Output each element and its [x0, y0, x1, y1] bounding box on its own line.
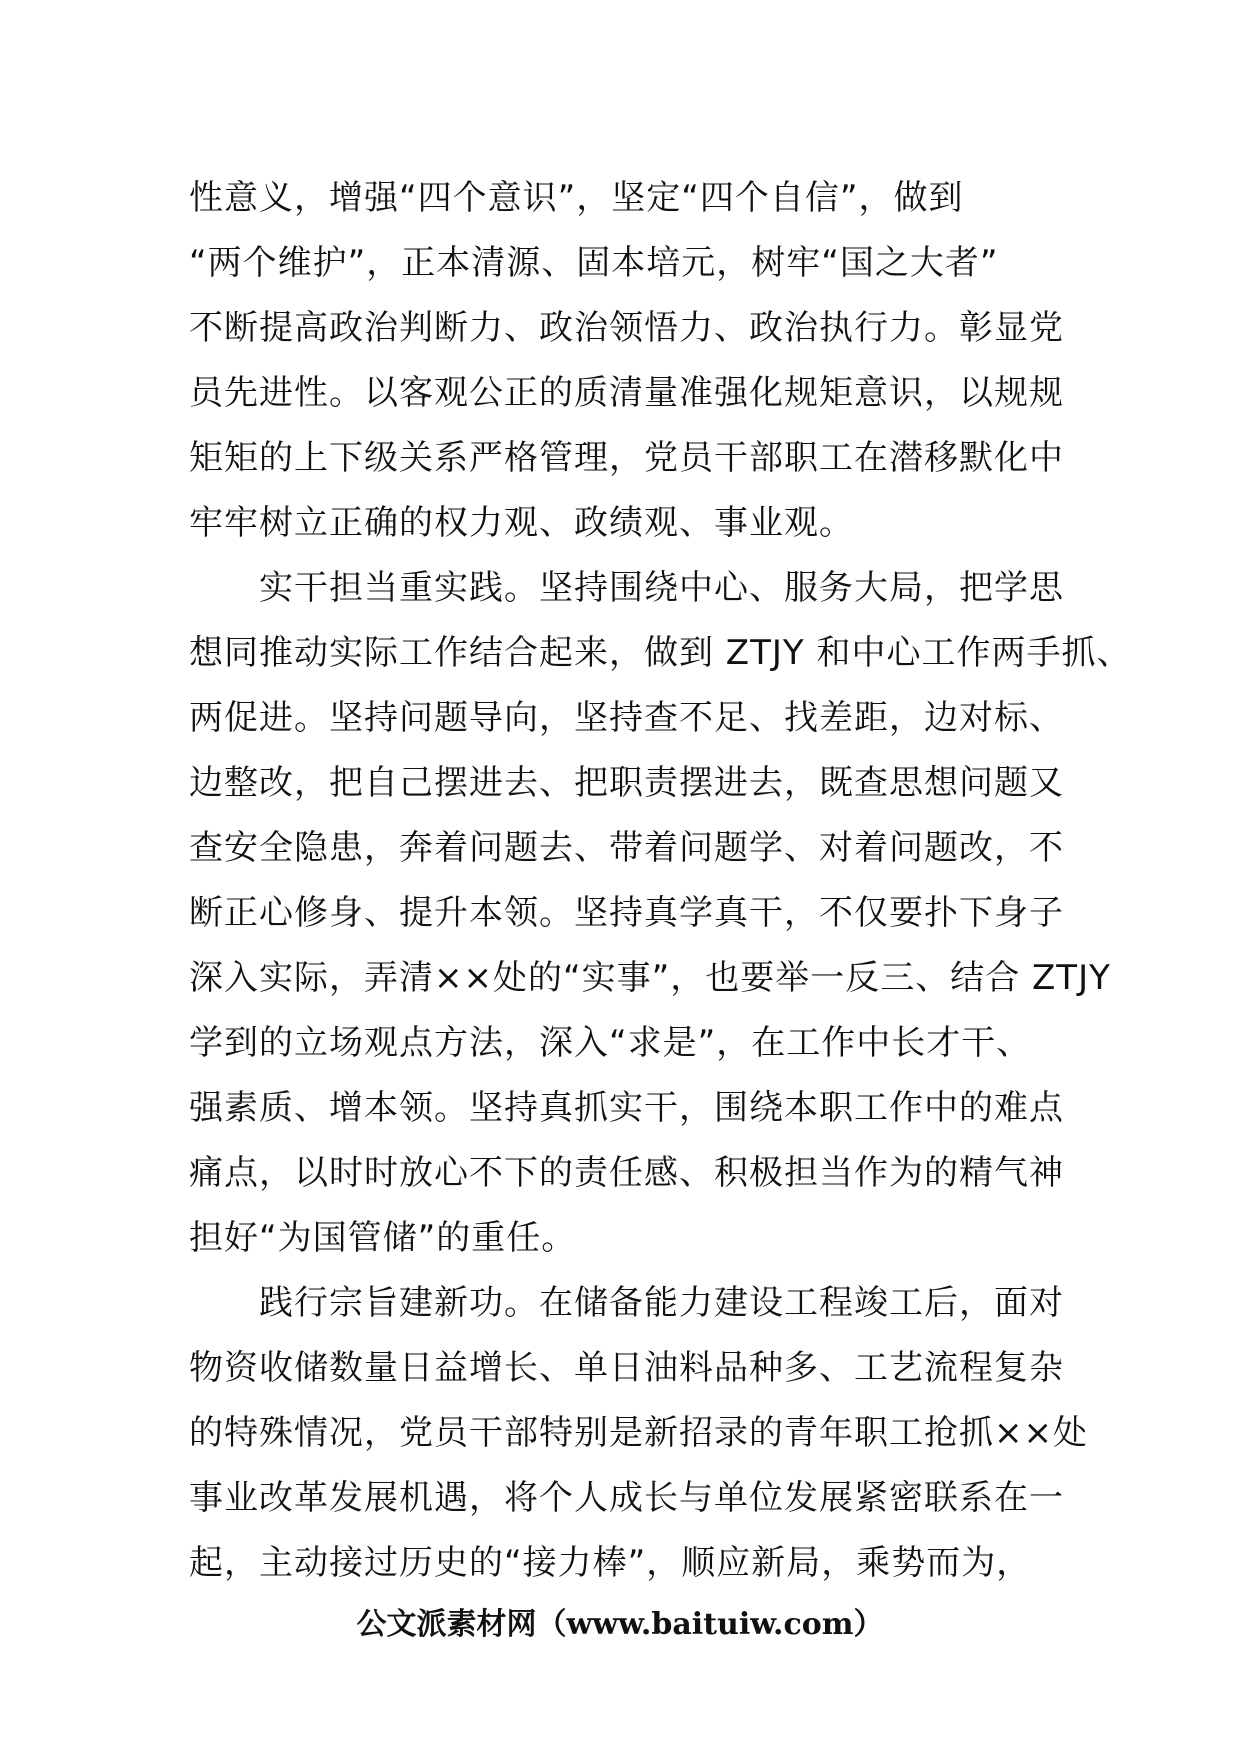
text-line-6: 牢牢树立正确的权力观、政绩观、事业观。	[189, 503, 854, 543]
text-line-21: 事业改革发展机遇，将个人成长与单位发展紧密联系在一	[189, 1478, 1064, 1518]
text-line-15: 强素质、增本领。坚持真抓实干，围绕本职工作中的难点	[189, 1088, 1064, 1128]
text-line-14: 学到的立场观点方法，深入“求是”，在工作中长才干、	[189, 1023, 1032, 1063]
body-text	[189, 166, 1132, 1596]
text-line-11: 查安全隐患，奔着问题去、带着问题学、对着问题改，不	[189, 828, 1064, 868]
text-line-2: “两个维护”，正本清源、固本培元，树牢“国之大者”	[189, 243, 999, 283]
text-line-3: 不断提高政治判断力、政治领悟力、政治执行力。彰显党	[189, 308, 1064, 348]
text-line-20: 的特殊情况，党员干部特别是新招录的青年职工抢抓××处	[189, 1413, 1088, 1453]
text-line-1: 性意义，增强“四个意识”，坚定“四个自信”，做到	[189, 178, 964, 218]
text-line-5: 矩矩的上下级关系严格管理，党员干部职工在潜移默化中	[189, 438, 1064, 478]
text-line-8: 想同推动实际工作结合起来，做到 ZTJY 和中心工作两手抓、	[189, 633, 1132, 673]
text-line-13: 深入实际，弄清××处的“实事”，也要举一反三、结合 ZTJY	[189, 958, 1111, 998]
paragraph-heading-purpose: 践行宗旨建新功。在储备能力建设工程竣工后，面对	[259, 1283, 1064, 1323]
paragraph-heading-practice: 实干担当重实践。坚持围绕中心、服务大局，把学思	[259, 568, 1064, 608]
text-line-16: 痛点，以时时放心不下的责任感、积极担当作为的精气神	[189, 1153, 1064, 1193]
footer-watermark: 公文派素材网（www.baituiw.com）	[356, 1607, 884, 1642]
text-line-19: 物资收储数量日益增长、单日油料品种多、工艺流程复杂	[189, 1348, 1064, 1388]
text-line-9: 两促进。坚持问题导向，坚持查不足、找差距，边对标、	[189, 698, 1064, 738]
text-line-4: 员先进性。以客观公正的质清量准强化规矩意识，以规规	[189, 373, 1064, 413]
text-line-10: 边整改，把自己摆进去、把职责摆进去，既查思想问题又	[189, 763, 1064, 803]
text-line-12: 断正心修身、提升本领。坚持真学真干，不仅要扑下身子	[189, 893, 1064, 933]
text-line-17: 担好“为国管储”的重任。	[189, 1218, 577, 1258]
text-line-22: 起，主动接过历史的“接力棒”，顺应新局，乘势而为，	[189, 1543, 1032, 1583]
